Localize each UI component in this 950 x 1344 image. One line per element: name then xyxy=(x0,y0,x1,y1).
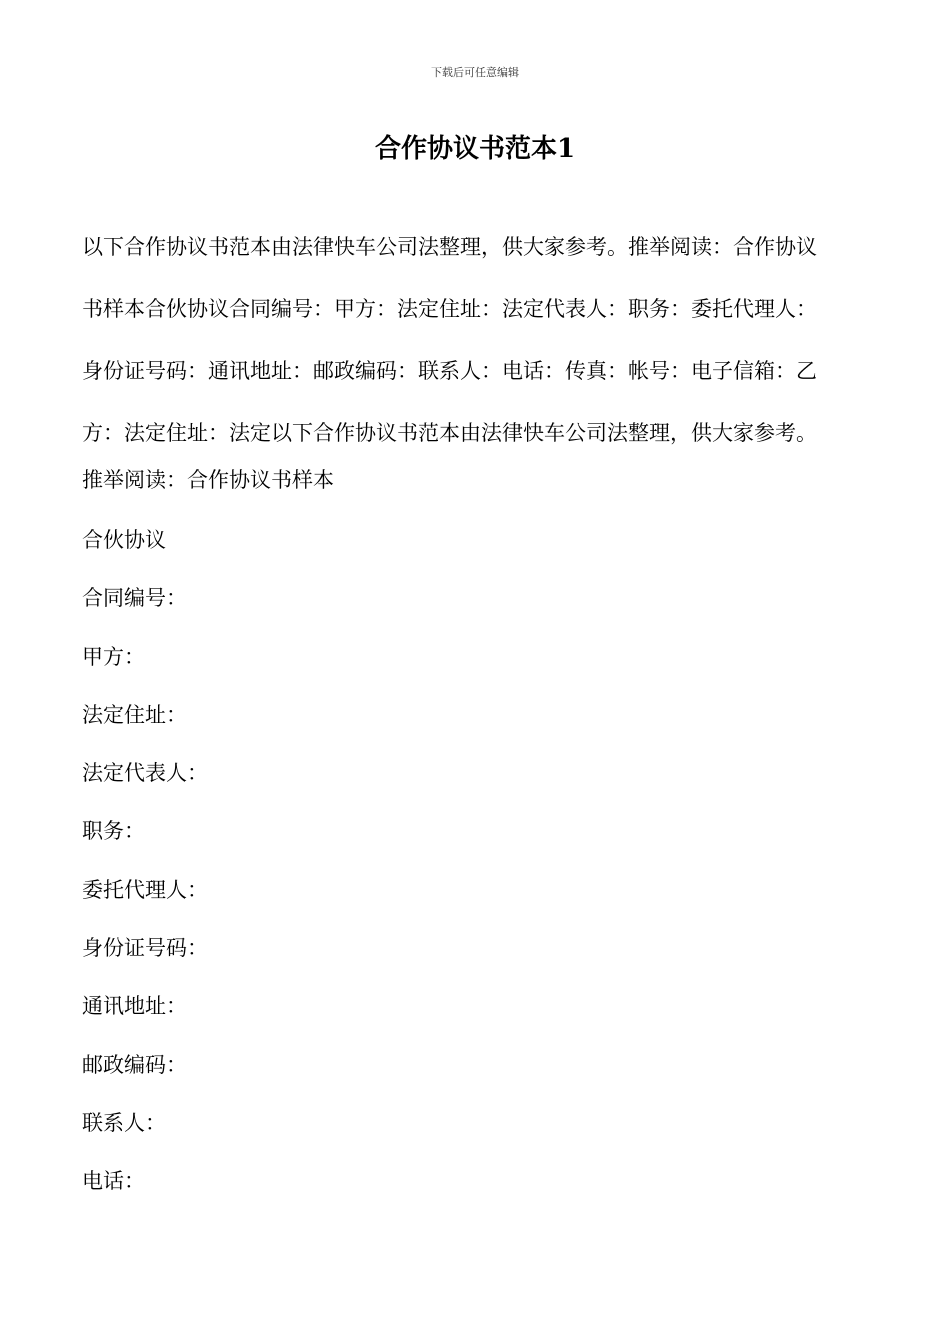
intro-line: 推举阅读：合作协议书样本 xyxy=(82,468,334,492)
field-line-partnership-agreement: 合伙协议 xyxy=(82,528,166,552)
intro-line: 身份证号码：通讯地址：邮政编码：联系人：电话：传真：帐号：电子信箱：乙 xyxy=(82,359,817,383)
field-line-id-number: 身份证号码： xyxy=(82,936,208,961)
field-line-position: 职务： xyxy=(82,819,145,844)
field-line-telephone: 电话： xyxy=(82,1169,145,1194)
field-line-legal-representative: 法定代表人： xyxy=(82,761,208,786)
field-line-party-a: 甲方： xyxy=(82,644,145,669)
header-note: 下载后可任意编辑 xyxy=(431,66,519,79)
document-title: 合作协议书范本1 xyxy=(374,134,576,164)
intro-paragraph xyxy=(82,216,872,464)
intro-line: 书样本合伙协议合同编号：甲方：法定住址：法定代表人：职务：委托代理人： xyxy=(82,297,817,321)
field-list xyxy=(82,523,872,1223)
intro-line: 方：法定住址：法定以下合作协议书范本由法律快车公司法整理，供大家参考。 xyxy=(82,421,817,445)
field-line-legal-address: 法定住址： xyxy=(82,702,187,727)
field-line-postal-code: 邮政编码： xyxy=(82,1052,187,1077)
intro-line: 以下合作协议书范本由法律快车公司法整理，供大家参考。推举阅读：合作协议 xyxy=(82,235,817,259)
field-line-contract-number: 合同编号： xyxy=(82,586,187,611)
field-line-authorized-agent: 委托代理人： xyxy=(82,877,208,902)
field-line-mailing-address: 通讯地址： xyxy=(82,994,187,1019)
intro-paragraph-end xyxy=(82,463,872,497)
field-line-contact-person: 联系人： xyxy=(82,1110,166,1135)
